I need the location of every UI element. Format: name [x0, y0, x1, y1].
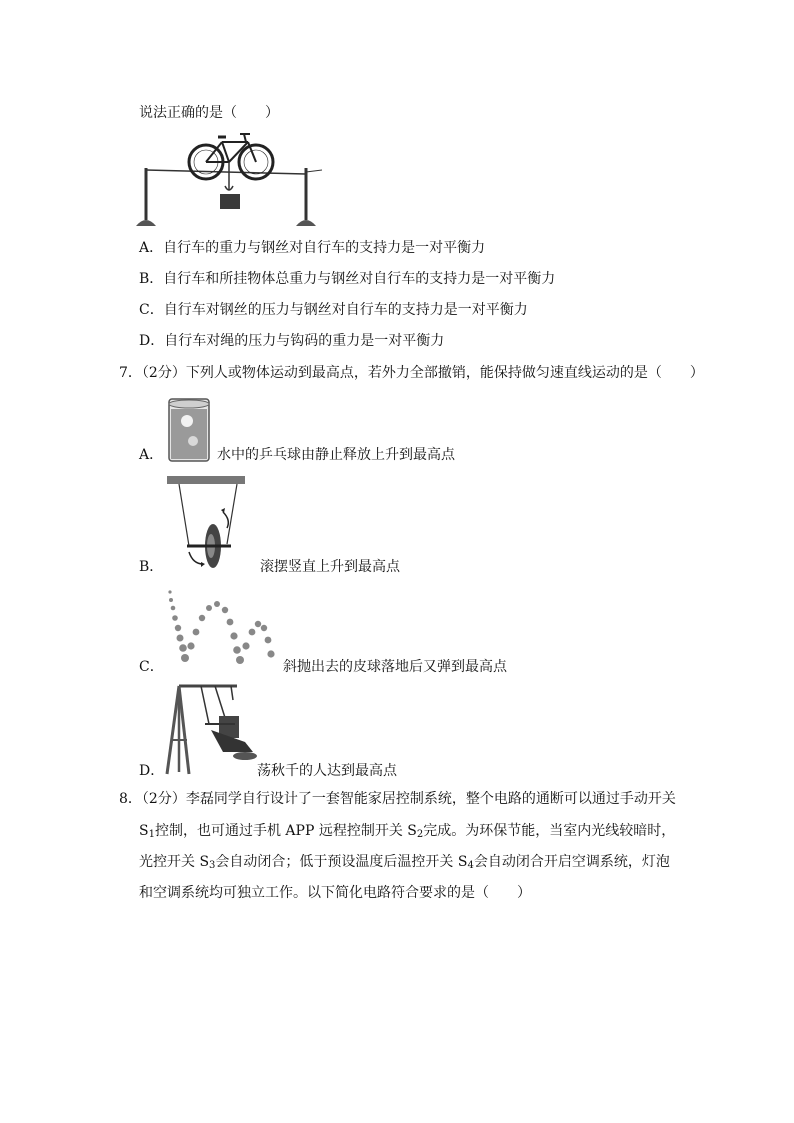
q7-option-a-text: 水中的乒乓球由静止释放上升到最高点 [217, 447, 455, 463]
question-text: 下列人或物体运动到最高点，若外力全部撤销，能保持做匀速直线运动的是（ ） [185, 365, 704, 381]
subscript: 1 [148, 829, 155, 840]
option-text: 自行车和所挂物体总重力与钢丝对自行车的支持力是一对平衡力 [163, 271, 556, 287]
q6-stem-tail: 说法正确的是（ ） [139, 105, 279, 121]
option-text: 自行车的重力与钢丝对自行车的支持力是一对平衡力 [163, 240, 486, 256]
question-number: 7． [119, 365, 142, 381]
q6-option-a [139, 239, 485, 257]
q7-option-d-text: 荡秋千的人达到最高点 [257, 763, 397, 779]
option-label: C． [139, 302, 164, 318]
q7-option-c-label: C． [139, 659, 164, 675]
top-bar [167, 476, 245, 484]
right-pole-base [296, 220, 316, 226]
ball-trajectory [168, 590, 274, 664]
q8-line-1 [119, 790, 676, 808]
option-text: 自行车对钢丝的压力与钢丝对自行车的支持力是一对平衡力 [163, 302, 528, 318]
text-part: 会自动闭合开启空调系统，灯泡 [473, 854, 670, 870]
text-part: 控制，也可通过手机 APP 远程控制开关 S [154, 823, 417, 839]
bicycle-wire-figure [134, 128, 334, 230]
q8-line-3 [139, 853, 670, 875]
q8-line-4: 和空调系统均可独立工作。以下简化电路符合要求的是（ ） [139, 885, 531, 901]
question-score: （2分） [141, 365, 186, 381]
hanging-weight [220, 194, 240, 209]
option-label: D． [139, 333, 165, 349]
option-label: B． [139, 271, 164, 287]
beaker-figure [165, 395, 215, 465]
q7-stem [119, 364, 704, 382]
bouncing-ball-figure [165, 588, 277, 670]
question-score: （2分） [141, 791, 186, 807]
text-part: 会自动闭合；低于预设温度后温控开关 S [215, 854, 468, 870]
subscript: 2 [416, 829, 424, 840]
text-part: 完成。为环保节能，当室内光线较暗时， [423, 823, 676, 839]
q6-option-d [139, 332, 444, 350]
q7-option-b-text: 滚摆竖直上升到最高点 [260, 559, 400, 575]
subscript: 4 [467, 860, 474, 871]
q7-option-c-text: 斜抛出去的皮球落地后又弹到最高点 [283, 659, 507, 675]
q6-option-b [139, 270, 555, 288]
q7-option-b-label: B． [139, 559, 164, 575]
text-part: S [139, 823, 149, 839]
option-text: 自行车对绳的压力与钩码的重力是一对平衡力 [164, 333, 445, 349]
subscript: 3 [209, 860, 216, 871]
steel-wire [146, 170, 306, 174]
q6-option-c [139, 301, 528, 319]
option-label: A． [139, 240, 164, 256]
q8-line-2 [139, 822, 675, 844]
ping-pong-ball [181, 415, 193, 427]
text-part: 光控开关 S [139, 854, 210, 870]
question-text: 李磊同学自行设计了一套智能家居控制系统，整个电路的通断可以通过手动开关 [185, 791, 676, 807]
q7-option-d-label: D． [139, 763, 165, 779]
pendulum-figure [165, 472, 250, 577]
question-number: 8． [119, 791, 142, 807]
q7-option-a-label: A． [139, 447, 164, 463]
left-pole-base [136, 220, 156, 226]
